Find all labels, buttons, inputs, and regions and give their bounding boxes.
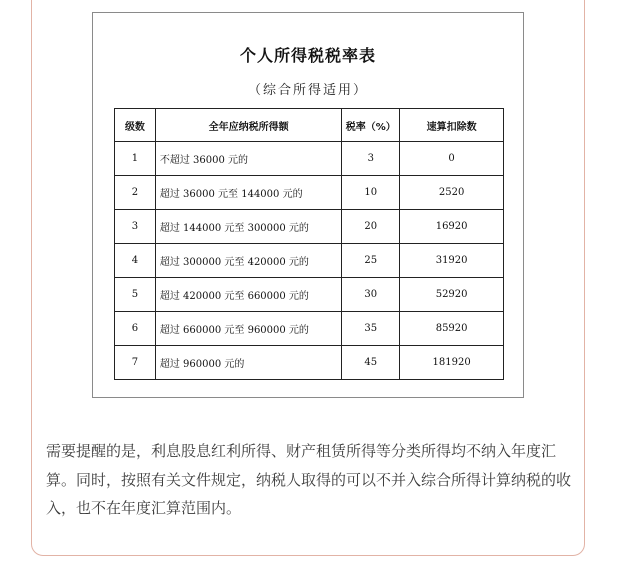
cell-rate: 10 — [342, 176, 400, 210]
cell-rate: 35 — [342, 312, 400, 346]
cell-deduction: 31920 — [400, 244, 504, 278]
cell-level: 2 — [115, 176, 156, 210]
header-rate: 税率（%） — [342, 109, 400, 142]
cell-rate: 3 — [342, 142, 400, 176]
table-title: 个人所得税税率表 — [239, 46, 376, 65]
cell-deduction: 85920 — [400, 312, 504, 346]
cell-deduction: 2520 — [400, 176, 504, 210]
cell-range: 超过 420000 元至 660000 元的 — [155, 278, 341, 312]
cell-range: 超过 300000 元至 420000 元的 — [155, 244, 341, 278]
table-row — [115, 312, 504, 346]
cell-range: 超过 144000 元至 300000 元的 — [155, 210, 341, 244]
tax-rate-table — [114, 108, 504, 380]
cell-deduction: 181920 — [400, 346, 504, 380]
table-row — [115, 176, 504, 210]
table-row — [115, 278, 504, 312]
cell-level: 3 — [115, 210, 156, 244]
cell-range: 超过 960000 元的 — [155, 346, 341, 380]
cell-range: 不超过 36000 元的 — [155, 142, 341, 176]
cell-level: 4 — [115, 244, 156, 278]
article-paragraph: 需要提醒的是，利息股息红利所得、财产租赁所得等分类所得均不纳入年度汇算。同时，按照有关文件规定，纳税人取得的可以不并入综合所得计算纳税的收入，也不在年度汇算范围内。 — [46, 442, 572, 517]
cell-level: 1 — [115, 142, 156, 176]
table-row — [115, 210, 504, 244]
tax-rate-table-image — [92, 12, 524, 398]
table-row — [115, 244, 504, 278]
table-subtitle: （综合所得适用） — [247, 83, 368, 98]
header-deduction: 速算扣除数 — [400, 109, 504, 142]
cell-rate: 30 — [342, 278, 400, 312]
header-range: 全年应纳税所得额 — [155, 109, 341, 142]
cell-deduction: 52920 — [400, 278, 504, 312]
cell-level: 7 — [115, 346, 156, 380]
cell-level: 5 — [115, 278, 156, 312]
cell-rate: 25 — [342, 244, 400, 278]
cell-deduction: 16920 — [400, 210, 504, 244]
cell-range: 超过 660000 元至 960000 元的 — [155, 312, 341, 346]
cell-rate: 45 — [342, 346, 400, 380]
cell-deduction: 0 — [400, 142, 504, 176]
cell-level: 6 — [115, 312, 156, 346]
cell-range: 超过 36000 元至 144000 元的 — [155, 176, 341, 210]
table-header-row — [115, 109, 504, 142]
cell-rate: 20 — [342, 210, 400, 244]
table-row — [115, 142, 504, 176]
table-row — [115, 346, 504, 380]
header-level: 级数 — [115, 109, 156, 142]
